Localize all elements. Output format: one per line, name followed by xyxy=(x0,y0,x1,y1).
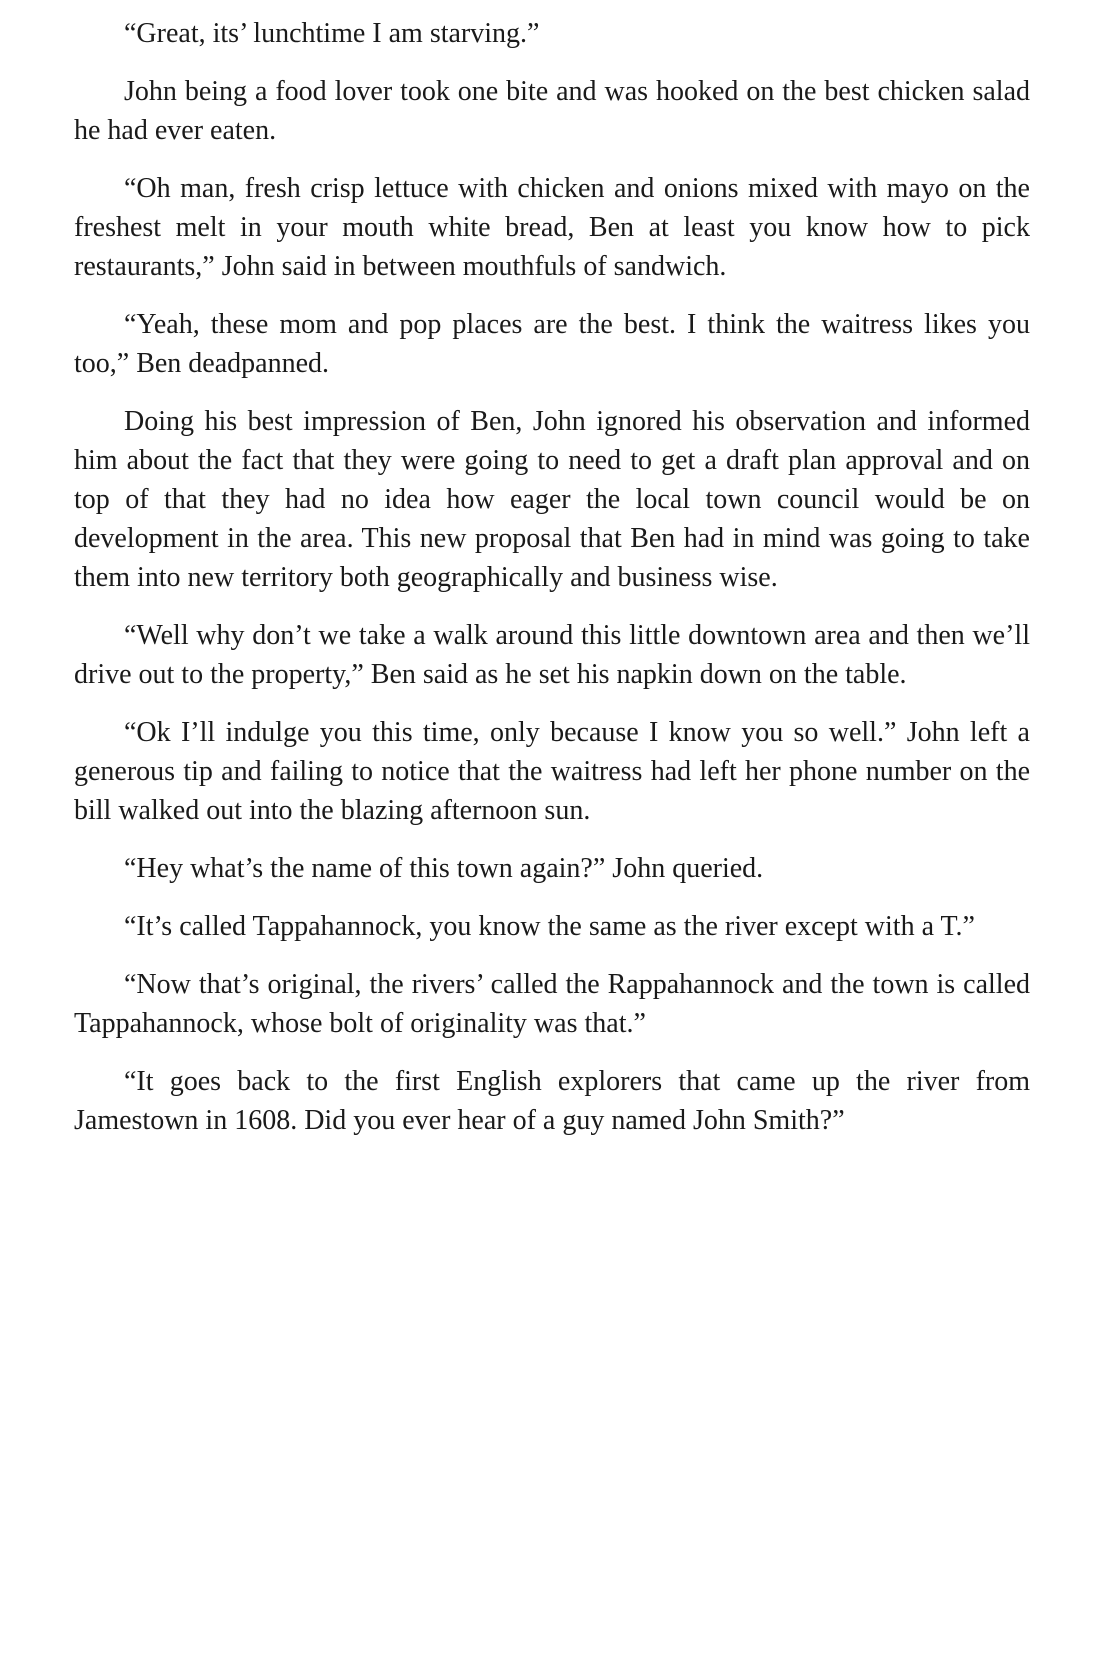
paragraph: “Ok I’ll indulge you this time, only because I know you so well.” John left a generous tip and failing to notice that the waitress had left her phone number on the bill walked out into the blazing afternoon sun. xyxy=(74,717,1030,826)
paragraph: “It goes back to the first English explorers that came up the river from Jamestown in 1608. Did you ever hear of a guy named John Smith?” xyxy=(74,1066,1030,1136)
paragraph: “Hey what’s the name of this town again?” John queried. xyxy=(124,853,764,884)
paragraph: “Great, its’ lunchtime I am starving.” xyxy=(124,18,540,49)
paragraph: “Well why don’t we take a walk around this little downtown area and then we’ll drive out to the property,” Ben said as he set his napkin down on the table. xyxy=(74,620,1030,690)
paragraph: John being a food lover took one bite and was hooked on the best chicken salad he had ever eaten. xyxy=(74,76,1030,146)
page-body xyxy=(74,14,1030,1159)
paragraph: “It’s called Tappahannock, you know the same as the river except with a T.” xyxy=(124,911,975,942)
paragraph: “Oh man, fresh crisp lettuce with chicken and onions mixed with mayo on the freshest melt in your mouth white bread, Ben at least you know how to pick restaurants,” John said in between mouthfuls of sandwich. xyxy=(74,173,1030,282)
paragraph: Doing his best impression of Ben, John ignored his observation and informed him about the fact that they were going to need to get a draft plan approval and on top of that they had no idea how eager the local town council would be on development in the area. This new proposal that Ben had in mind was going to take them into new territory both geographically and business wise. xyxy=(74,406,1030,593)
paragraph: “Yeah, these mom and pop places are the best. I think the waitress likes you too,” Ben deadpanned. xyxy=(74,309,1030,379)
paragraph: “Now that’s original, the rivers’ called the Rappahannock and the town is called Tappahannock, whose bolt of originality was that.” xyxy=(74,969,1030,1039)
